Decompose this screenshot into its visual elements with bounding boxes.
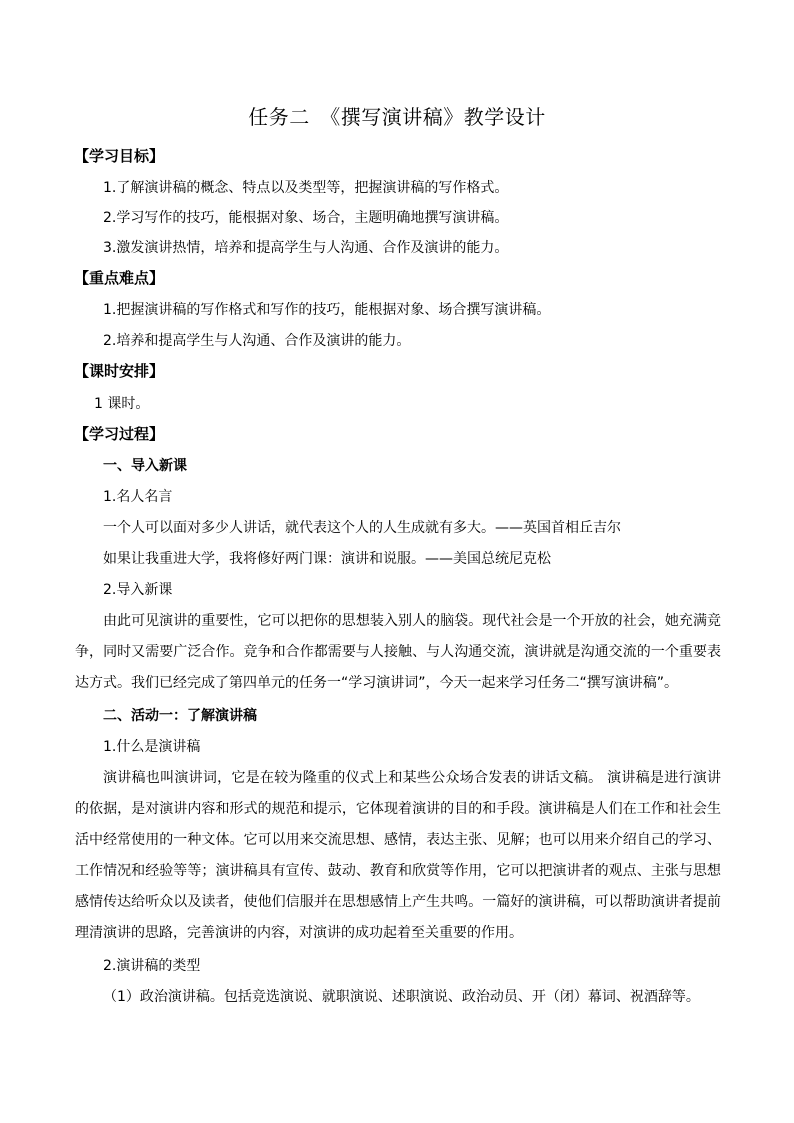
quote-nixon: 如果让我重进大学，我将修好两门课：演讲和说服。——美国总统尼克松 [103,551,551,567]
speech-type-1: （1）政治演讲稿。包括竞选演说、就职演说、述职演说、政治动员、开（闭）幕词、祝酒辞等。 [103,989,700,1005]
key-points-heading: 【重点难点】 [74,269,165,287]
part1-heading: 一、导入新课 [103,458,187,474]
key-point-item-2: 2.培养和提高学生与人沟通、合作及演讲的能力。 [103,333,411,349]
key-point-item-1: 1.把握演讲稿的写作格式和写作的技巧，能根据对象、场合撰写演讲稿。 [103,302,551,318]
goal-item-3: 3.激发演讲热情，培养和提高学生与人沟通、合作及演讲的能力。 [103,240,509,256]
schedule-heading: 【课时安排】 [74,362,165,380]
speech-definition-paragraph: 演讲稿也叫演讲词，它是在较为隆重的仪式上和某些公众场合发表的讲话文稿。 演讲稿是进行演讲的依据，是对演讲内容和形式的规范和提示，它体现着演讲的目的和手段。演讲稿是人们在工作和社会生活中经常使用的一种文体。它可以用来交流思想、感情，表达主张、见解；也可以用来介绍自己的学习、工作情况和经验等等；演讲稿具有宣传、鼓动、教育和欣赏等作用，它可以把演讲者的观点、主张与思想感情传达给听众以及读者，使他们信服并在思想感情上产生共鸣。一篇好的演讲稿，可以帮助演讲者提前理清演讲的思路，完善演讲的内容，对演讲的成功起着至关重要的作用。 [75,770,721,941]
document-title: 任务二 《撰写演讲稿》教学设计 [248,105,546,129]
quote-churchill: 一个人可以面对多少人讲话，就代表这个人的人生成就有多大。——英国首相丘吉尔 [103,520,621,536]
part1-sub2: 2.导入新课 [103,582,173,598]
goal-item-1: 1.了解演讲稿的概念、特点以及类型等，把握演讲稿的写作格式。 [103,180,509,196]
schedule-text: 1 课时。 [94,396,150,412]
intro-paragraph: 由此可见演讲的重要性，它可以把你的思想装入别人的脑袋。现代社会是一个开放的社会，她充满竞争，同时又需要广泛合作。竞争和合作都需要与人接触、与人沟通交流，演讲就是沟通交流的一个重要表达方式。我们已经完成了第四单元的任务一“学习演讲词”，今天一起来学习任务二“撰写演讲稿”。 [75,613,721,691]
part2-heading: 二、活动一：了解演讲稿 [103,708,257,724]
process-heading: 【学习过程】 [74,425,165,443]
goal-item-2: 2.学习写作的技巧，能根据对象、场合，主题明确地撰写演讲稿。 [103,210,509,226]
part2-sub1: 1.什么是演讲稿 [103,739,201,755]
part2-sub2: 2.演讲稿的类型 [103,958,201,974]
goals-heading: 【学习目标】 [74,147,165,165]
part1-sub1: 1.名人名言 [103,489,173,505]
